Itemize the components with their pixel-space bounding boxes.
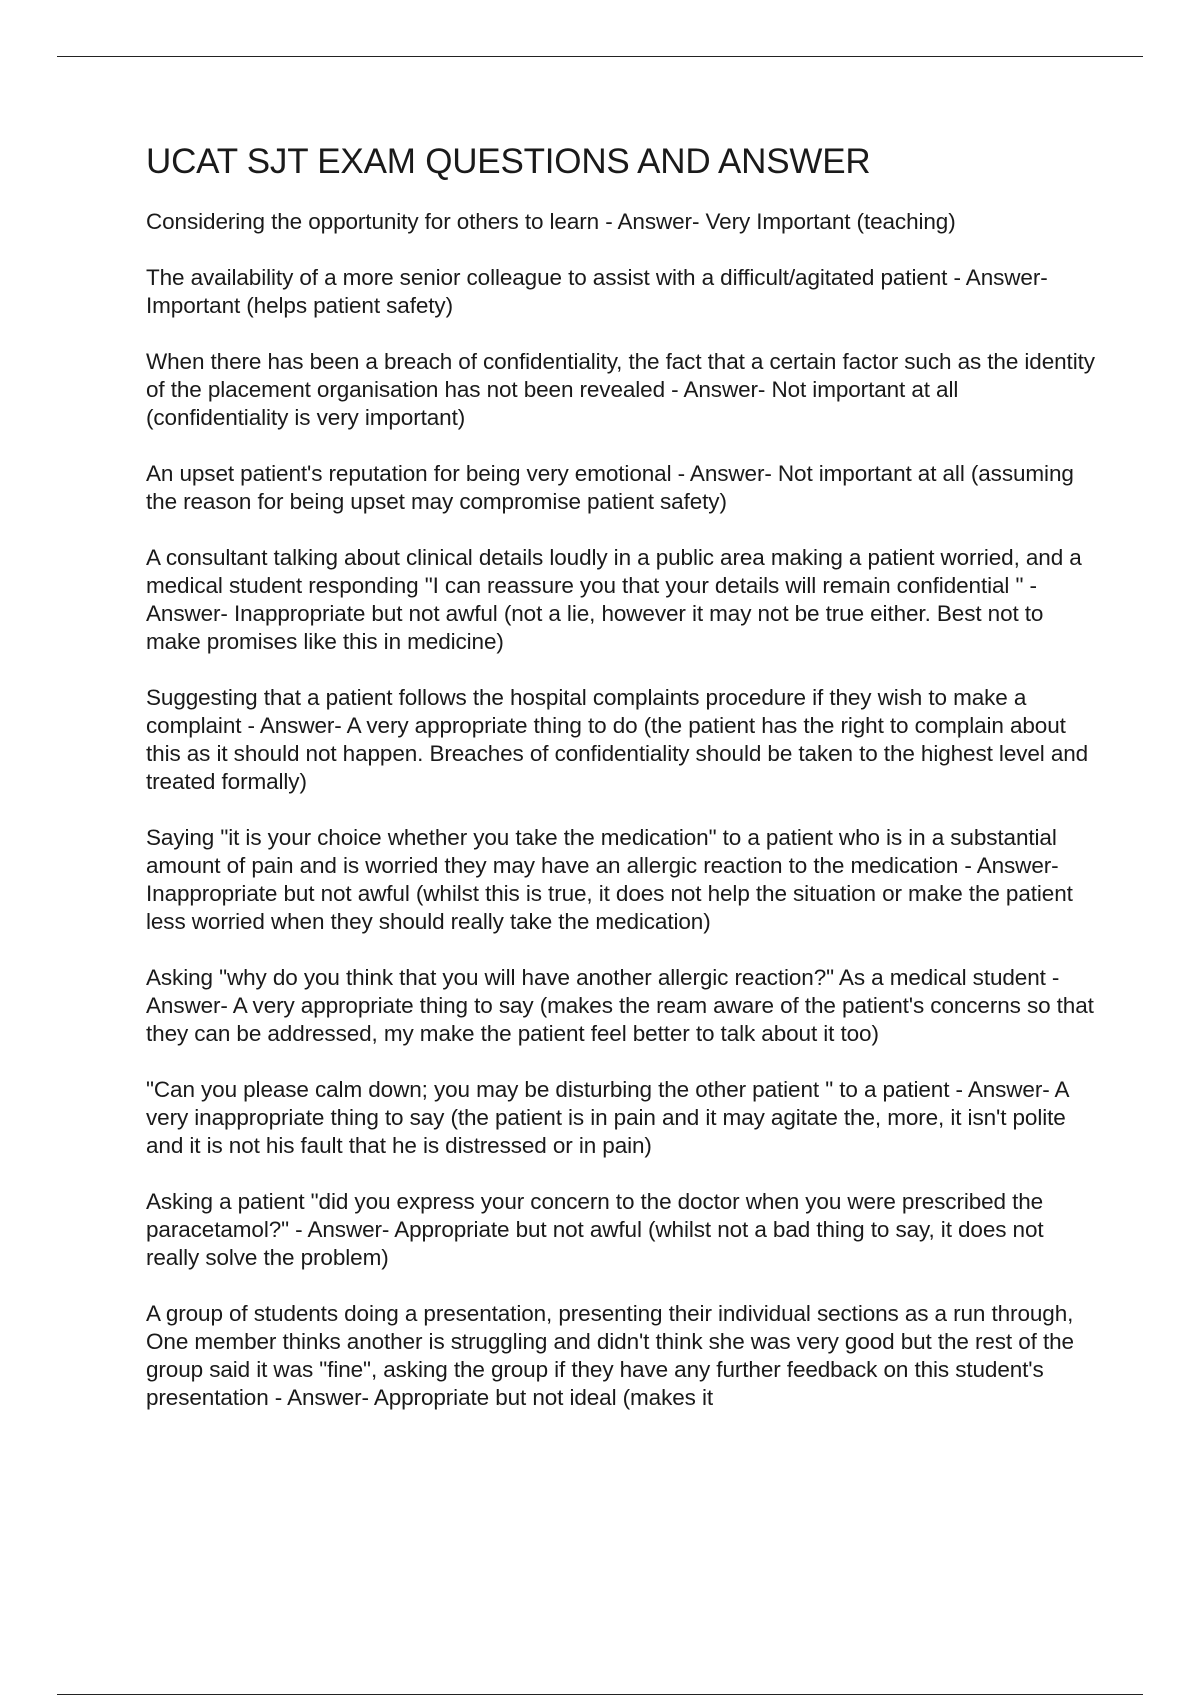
document-body bbox=[146, 140, 1096, 1412]
qa-list bbox=[146, 208, 1096, 1412]
top-divider bbox=[57, 56, 1143, 57]
qa-item-11: A group of students doing a presentation, presenting their individual sections as a run through, One member thinks another is struggling and didn't think she was very good but the rest of the group said it was "fine", asking the group if they have any further feedback on this student's presentation - Answer- Appropriate but not ideal (makes it bbox=[146, 1301, 1074, 1410]
qa-item-6: Suggesting that a patient follows the hospital complaints procedure if they wish to make a complaint - Answer- A very appropriate thing to do (the patient has the right to complain about this as it should not happen. Breaches of confidentiality should be taken to the highest level and treated formally) bbox=[146, 685, 1089, 794]
qa-item-1: Considering the opportunity for others to learn - Answer- Very Important (teaching) bbox=[146, 209, 956, 234]
qa-item-8: Asking "why do you think that you will have another allergic reaction?" As a medical student - Answer- A very appropriate thing to say (makes the ream aware of the patient's concerns so that they can be addressed, my make the patient feel better to talk about it too) bbox=[146, 965, 1094, 1046]
qa-item-2: The availability of a more senior colleague to assist with a difficult/agitated patient - Answer- Important (helps patient safety) bbox=[146, 265, 1048, 318]
qa-item-10: Asking a patient "did you express your concern to the doctor when you were prescribed the paracetamol?" - Answer- Appropriate but not awful (whilst not a bad thing to say, it does not really solve the problem) bbox=[146, 1189, 1044, 1270]
qa-item-9: "Can you please calm down; you may be disturbing the other patient " to a patient - Answer- A very inappropriate thing to say (the patient is in pain and it may agitate the, more, it isn't polite and it is not his fault that he is distressed or in pain) bbox=[146, 1077, 1069, 1158]
bottom-divider bbox=[57, 1694, 1143, 1695]
qa-item-5: A consultant talking about clinical details loudly in a public area making a patient worried, and a medical student responding "I can reassure you that your details will remain confidential " - Answer- Inappropriate but not awful (not a lie, however it may not be true either. Best not to make promises like this in medicine) bbox=[146, 545, 1082, 654]
document-title: UCAT SJT EXAM QUESTIONS AND ANSWER bbox=[146, 142, 871, 181]
qa-item-4: An upset patient's reputation for being very emotional - Answer- Not important at all (assuming the reason for being upset may compromise patient safety) bbox=[146, 461, 1074, 514]
qa-item-7: Saying "it is your choice whether you take the medication" to a patient who is in a substantial amount of pain and is worried they may have an allergic reaction to the medication - Answer- Inappropriate but not awful (whilst this is true, it does not help the situation or make the patient less worried when they should really take the medication) bbox=[146, 825, 1073, 934]
qa-item-3: When there has been a breach of confidentiality, the fact that a certain factor such as the identity of the placement organisation has not been revealed - Answer- Not important at all (confidentiality is very important) bbox=[146, 349, 1095, 430]
